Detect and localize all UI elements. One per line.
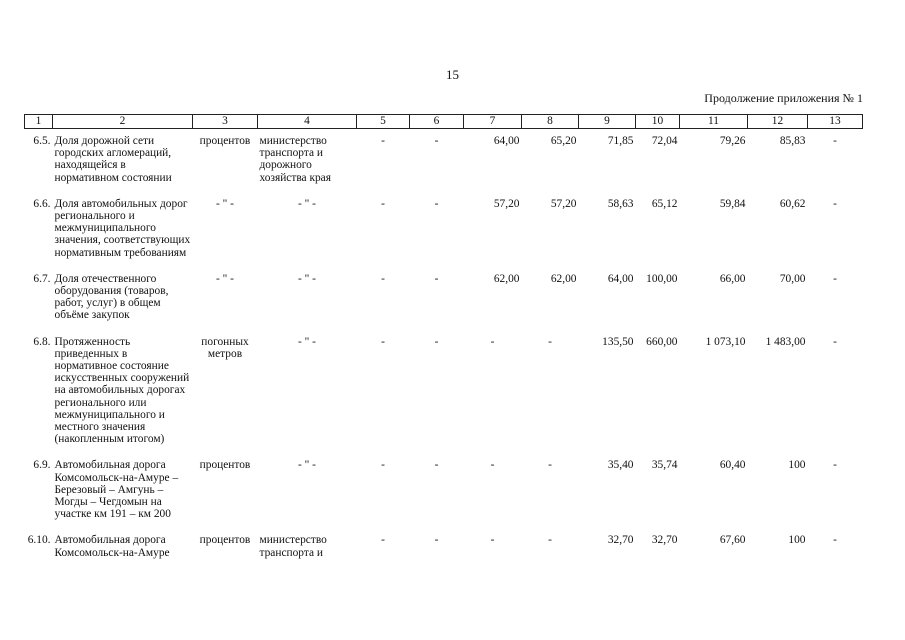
unit-of-measure: процентов (199, 534, 251, 547)
value-col-5: - (381, 459, 385, 472)
value-col-13: - (833, 197, 837, 210)
value-col-8: - (548, 534, 552, 547)
indicators-table (24, 114, 863, 559)
column-header: 10 (636, 115, 680, 129)
value-col-9: 32,70 (607, 534, 634, 547)
value-col-8: 57,20 (550, 197, 577, 210)
table-row (25, 192, 863, 267)
unit-of-measure: - " - (216, 197, 234, 210)
value-col-10: 32,70 (651, 534, 678, 547)
column-header: 5 (357, 115, 410, 129)
indicator-name: Автомобильная дорога Комсомольск-на-Амуре (54, 534, 170, 559)
column-header: 4 (258, 115, 357, 129)
value-col-10: 35,74 (651, 459, 678, 472)
column-header: 6 (410, 115, 464, 129)
page-number: 15 (446, 67, 459, 82)
value-col-10: 65,12 (651, 197, 678, 210)
unit-of-measure: - " - (216, 272, 234, 285)
value-col-12: 85,83 (779, 135, 806, 147)
indicator-name: Доля дорожной сети городских агломераций, находящейся в нормативном состоянии (54, 135, 172, 184)
value-col-9: 71,85 (607, 135, 634, 147)
column-header: 7 (464, 115, 522, 129)
value-col-12: 100 (788, 534, 806, 547)
column-header: 3 (193, 115, 258, 129)
value-col-7: 62,00 (493, 272, 520, 285)
column-header: 13 (808, 115, 863, 129)
indicator-name: Доля автомобильных дорог регионального и межмуниципального значения, соответствующих нормативным требованиям (54, 197, 191, 259)
value-col-9: 58,63 (607, 197, 634, 210)
value-col-7: - (490, 459, 495, 472)
value-col-7: 64,00 (493, 135, 520, 147)
value-col-8: - (548, 459, 552, 472)
row-number: 6.9. (33, 459, 51, 472)
row-number: 6.6. (33, 197, 51, 210)
table-row (25, 129, 863, 192)
value-col-11: 79,26 (719, 135, 746, 147)
column-header: 1 (25, 115, 53, 129)
value-col-6: - (434, 335, 439, 348)
value-col-12: 1 483,00 (765, 335, 806, 348)
value-col-13: - (833, 272, 837, 285)
table-row (25, 453, 863, 528)
value-col-8: 65,20 (550, 135, 577, 147)
column-header: 2 (53, 115, 193, 129)
value-col-12: 100 (788, 459, 806, 472)
value-col-10: 100,00 (646, 272, 678, 285)
value-col-6: - (434, 272, 439, 285)
value-col-10: 660,00 (646, 335, 678, 348)
value-col-9: 135,50 (602, 335, 634, 348)
value-col-9: 64,00 (607, 272, 634, 285)
value-col-13: - (833, 335, 837, 348)
column-header: 11 (680, 115, 748, 129)
responsible-executor: - " - (298, 197, 316, 210)
value-col-5: - (381, 197, 385, 210)
indicator-name: Доля отечественного оборудования (товаров, работ, услуг) в общем объёме закупок (54, 272, 169, 322)
value-col-11: 60,40 (719, 459, 746, 472)
value-col-7: 57,20 (493, 197, 520, 210)
value-col-5: - (381, 272, 385, 285)
value-col-6: - (434, 534, 439, 547)
row-number: 6.10. (27, 534, 51, 547)
value-col-6: - (434, 459, 439, 472)
column-header: 12 (748, 115, 808, 129)
value-col-5: - (381, 534, 385, 547)
value-col-13: - (833, 534, 837, 547)
value-col-11: 59,84 (719, 197, 746, 210)
row-number: 6.8. (33, 335, 51, 348)
row-number: 6.5. (33, 135, 51, 147)
unit-of-measure: погонных метров (201, 335, 249, 360)
value-col-6: - (434, 197, 439, 210)
value-col-12: 60,62 (779, 197, 806, 210)
value-col-7: - (490, 534, 495, 547)
responsible-executor: министерство транспорта и (259, 534, 327, 559)
responsible-executor: - " - (298, 459, 316, 472)
column-header: 8 (522, 115, 579, 129)
value-col-10: 72,04 (651, 135, 678, 147)
appendix-continuation-note: Продолжение приложения № 1 (704, 91, 863, 105)
indicator-name: Автомобильная дорога Комсомольск-на-Амуре – Березовый – Амгунь – Могды – Чегдомын на участке км 191 – км 200 (54, 459, 179, 521)
responsible-executor: министерство транспорта и дорожного хозяйства края (259, 135, 331, 184)
value-col-11: 67,60 (719, 534, 746, 547)
responsible-executor: - " - (298, 272, 316, 285)
indicator-name: Протяженность приведенных в нормативное состояние искусственных сооружений на автомобильных дорогах регионального или межмуниципального и местного значения (накопленным итогом) (54, 335, 190, 446)
table-row (25, 528, 863, 558)
table-row (25, 330, 863, 454)
value-col-5: - (381, 335, 385, 348)
value-col-13: - (833, 459, 837, 472)
value-col-11: 1 073,10 (705, 335, 746, 348)
value-col-11: 66,00 (719, 272, 746, 285)
value-col-8: - (548, 335, 552, 348)
row-number: 6.7. (33, 272, 51, 285)
table-header-row (25, 115, 863, 129)
value-col-9: 35,40 (607, 459, 634, 472)
value-col-7: - (490, 335, 495, 348)
table-row (25, 267, 863, 330)
value-col-13: - (833, 135, 837, 147)
unit-of-measure: процентов (199, 459, 251, 472)
column-header: 9 (579, 115, 636, 129)
value-col-8: 62,00 (550, 272, 577, 285)
value-col-6: - (434, 135, 439, 147)
value-col-5: - (381, 135, 385, 147)
responsible-executor: - " - (298, 335, 316, 348)
value-col-12: 70,00 (779, 272, 806, 285)
unit-of-measure: процентов (199, 135, 251, 147)
